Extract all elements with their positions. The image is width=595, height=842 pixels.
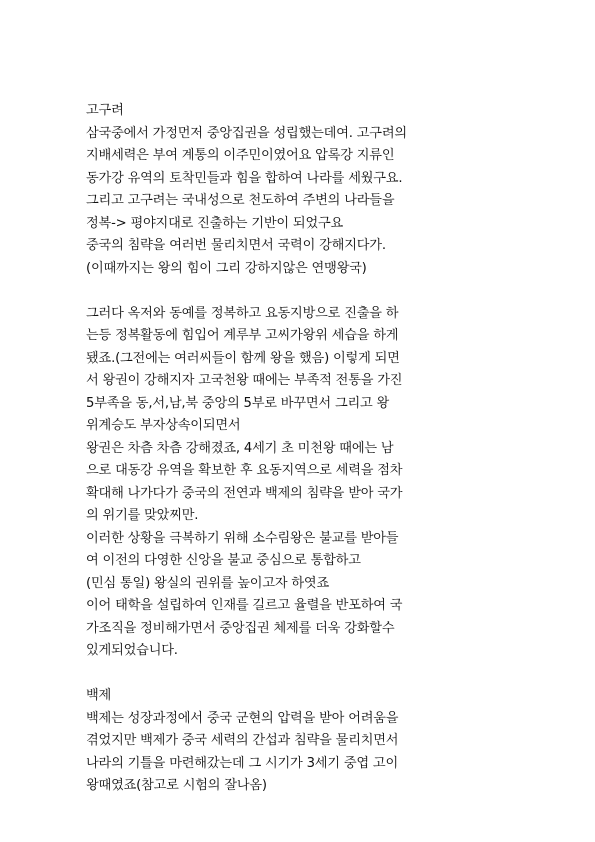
text-line: 지배세력은 부여 계통의 이주민이였어요 압록강 지류인 <box>86 148 395 163</box>
text-line: 삼국중에서 가정먼저 중앙집권을 성립했는데여. 고구려의 <box>86 125 407 141</box>
text-line: (이때까지는 왕의 힘이 그리 강하지않은 연맹왕국) <box>86 260 367 276</box>
text-line: 으로 대동강 유역을 확보한 후 요동지역으로 세력을 점차 <box>86 463 403 478</box>
section-heading-baekje: 백제 <box>86 688 112 703</box>
text-line: 그러다 옥저와 동예를 정복하고 요동지방으로 진출을 하 <box>86 305 399 321</box>
text-line: 여 이전의 다영한 신앙을 불교 중심으로 통합하고 <box>86 553 361 568</box>
text-line: 왕권은 차츰 차츰 강해졌죠, 4세기 초 미천왕 때에는 남 <box>86 440 394 456</box>
text-line: 겪었지만 백제가 중국 세력의 간섭과 침략을 물리치면서 <box>86 733 399 748</box>
text-line: 백제는 성장과정에서 중국 군현의 압력을 받아 어려움을 <box>86 710 399 726</box>
text-line: 가조직을 정비해가면서 중앙집권 체제를 더욱 강화할수 <box>86 620 395 636</box>
text-line: 는등 정복활동에 힘입어 계루부 고씨가왕위 세습을 하게 <box>86 328 399 343</box>
document-body <box>86 100 510 798</box>
text-line: (민심 통일) 왕실의 권위를 높이고자 하엿죠 <box>86 575 330 591</box>
text-line: 이어 태학을 설립하여 인재를 길르고 율렬을 반포하여 국 <box>86 598 403 613</box>
text-line: 서 왕권이 강해지자 고국천왕 때에는 부족적 전통을 가진 <box>86 373 403 388</box>
text-line: 그리고 고구려는 국내성으로 천도하여 주변의 나라들을 <box>86 193 395 208</box>
text-line: 5부족을 동,서,남,북 중앙의 5부로 바꾸면서 그리고 왕 <box>86 395 390 411</box>
text-line: 정복-> 평야지대로 진출하는 기반이 되었구요 <box>86 215 344 231</box>
text-line: 위계승도 부자상속이되면서 <box>86 418 241 433</box>
text-line: 중국의 침략을 여러번 물리치면서 국력이 강해지다가. <box>86 238 386 253</box>
text-line: 이러한 상황을 극복하기 위해 소수림왕은 불교를 받아들 <box>86 530 399 546</box>
text-line: 나라의 기틀을 마련해갔는데 그 시기가 3세기 중엽 고이 <box>86 755 398 771</box>
paragraph-gap <box>86 280 510 303</box>
text-line: 동가강 유역의 토착민들과 힘을 합하여 나라를 세웠구요. <box>86 170 403 186</box>
text-line: 있게되었습니다. <box>86 643 178 658</box>
section-heading-goguryeo: 고구려 <box>86 103 124 118</box>
text-line: 됐죠.(그전에는 여러씨들이 함께 왕을 했음) 이렇게 되면 <box>86 350 400 366</box>
baekje-paragraph-1 <box>86 708 510 798</box>
goguryeo-paragraph-2 <box>86 303 510 663</box>
text-line: 확대해 나가다가 중국의 전연과 백제의 침략을 받아 국가 <box>86 485 403 501</box>
goguryeo-paragraph-1 <box>86 123 510 281</box>
text-line: 왕때였죠(참고로 시험의 잘나옴) <box>86 778 267 793</box>
paragraph-gap <box>86 663 510 686</box>
text-line: 의 위기를 맞았찌만. <box>86 508 199 523</box>
